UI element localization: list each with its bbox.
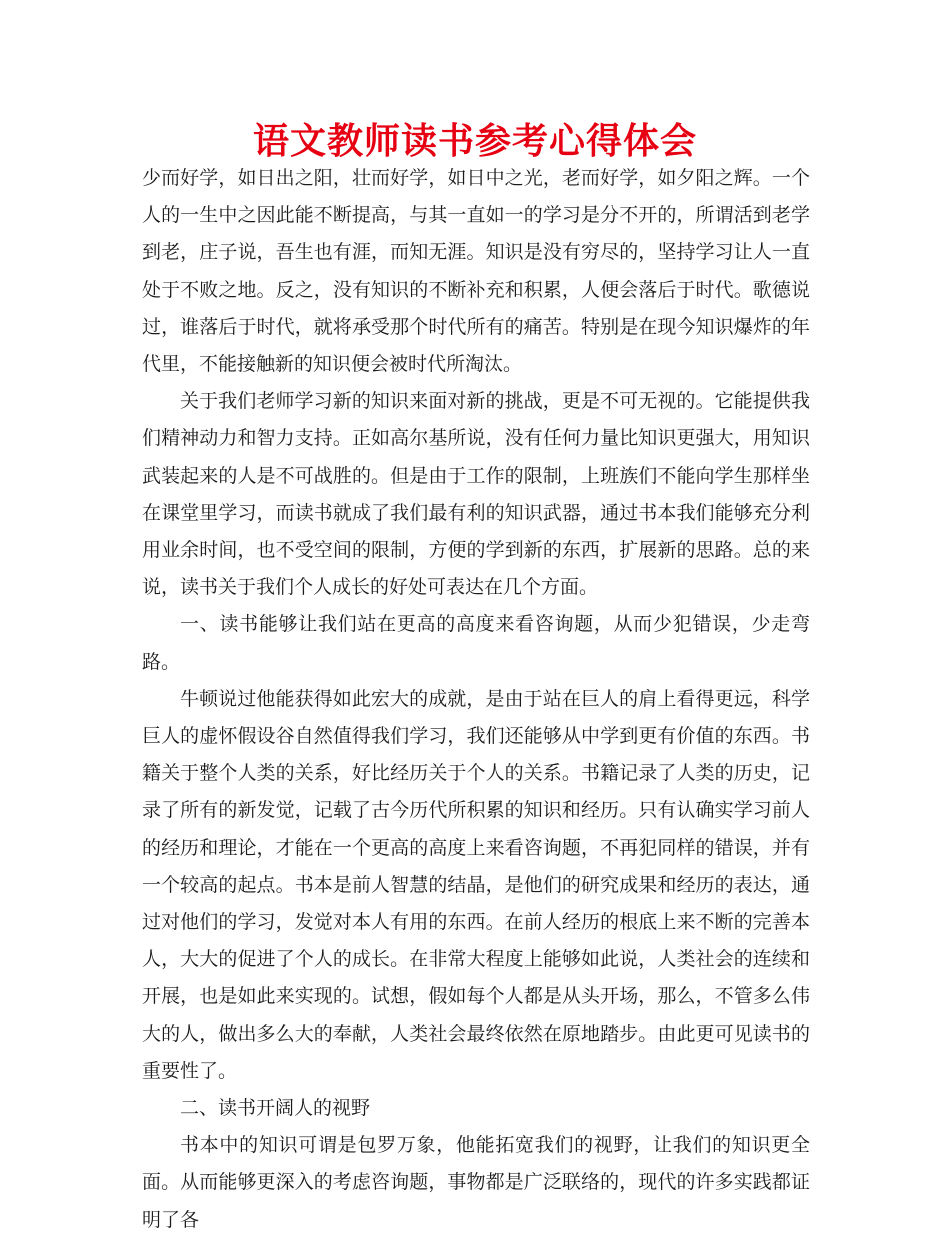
document-body	[142, 160, 810, 1239]
section-heading-1: 一、读书能够让我们站在更高的高度来看咨询题，从而少犯错误，少走弯路。	[142, 613, 810, 673]
document-title: 语文教师读书参考心得体会	[252, 121, 697, 162]
paragraph-4: 书本中的知识可谓是包罗万象，他能拓宽我们的视野，让我们的知识更全面。从而能够更深入的考虑咨询题，事物都是广泛联络的，现代的许多实践都证明了各	[142, 1134, 810, 1231]
paragraph-1: 少而好学，如日出之阳，壮而好学，如日中之光，老而好学，如夕阳之辉。一个人的一生中之因此能不断提高，与其一直如一的学习是分不开的，所谓活到老学到老，庄子说，吾生也有涯，而知无涯。知识是没有穷尽的，坚持学习让人一直处于不败之地。反之，没有知识的不断补充和积累，人便会落后于时代。歌德说过，谁落后于时代，就将承受那个时代所有的痛苦。特别是在现今知识爆炸的年代里，不能接触新的知识便会被时代所淘汰。	[142, 167, 810, 376]
paragraph-3: 牛顿说过他能获得如此宏大的成就，是由于站在巨人的肩上看得更远，科学巨人的虚怀假设谷自然值得我们学习，我们还能够从中学到更有价值的东西。书籍关于整个人类的关系，好比经历关于个人的关系。书籍记录了人类的历史，记录了所有的新发觉，记载了古今历代所积累的知识和经历。只有认确实学习前人的经历和理论，才能在一个更高的高度上来看咨询题，不再犯同样的错误，并有一个较高的起点。书本是前人智慧的结晶，是他们的研究成果和经历的表达，通过对他们的学习，发觉对本人有用的东西。在前人经历的根底上来不断的完善本人，大大的促进了个人的成长。在非常大程度上能够如此说，人类社会的连续和开展，也是如此来实现的。试想，假如每个人都是从头开场，那么，不管多么伟大的人，做出多么大的奉献，人类社会最终依然在原地踏步。由此更可见读书的重要性了。	[142, 687, 810, 1082]
section-heading-2: 二、读书开阔人的视野	[180, 1097, 371, 1120]
paragraph-2: 关于我们老师学习新的知识来面对新的挑战，更是不可无视的。它能提供我们精神动力和智力支持。正如高尔基所说，没有任何力量比知识更强大，用知识武装起来的人是不可战胜的。但是由于工作的限制，上班族们不能向学生那样坐在课堂里学习，而读书就成了我们最有利的知识武器，通过书本我们能够充分利用业余时间，也不受空间的限制，方便的学到新的东西，扩展新的思路。总的来说，读书关于我们个人成长的好处可表达在几个方面。	[142, 390, 810, 599]
